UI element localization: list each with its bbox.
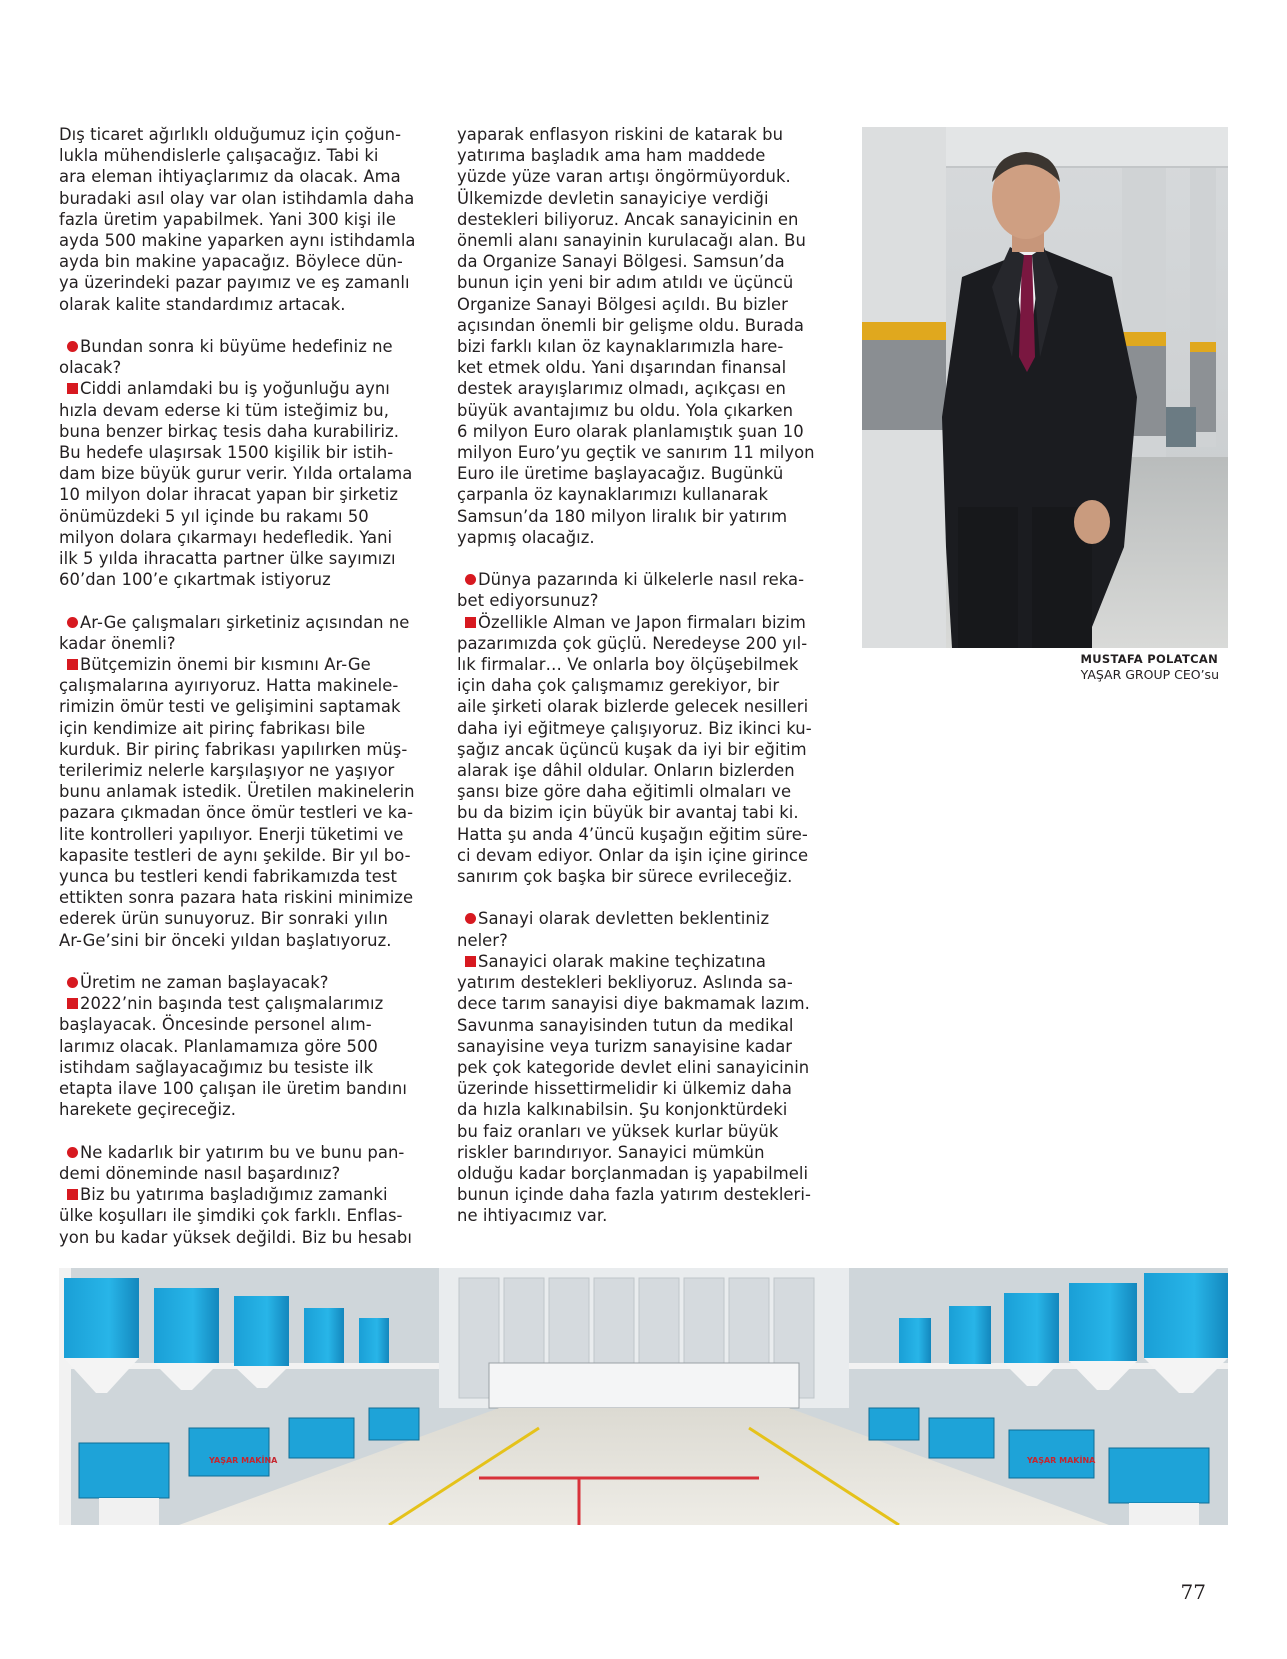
answer-paragraph <box>59 1184 439 1248</box>
text-line: Hatta şu anda 4’üncü kuşağın eğitim süre- <box>457 824 808 844</box>
factory-photo <box>59 1268 1228 1525</box>
factory-illustration <box>59 1268 1228 1525</box>
text-line: pek çok kategoride devlet elini sanayicinin <box>457 1057 810 1077</box>
text-line: ayda bin makine yapacağız. Böylece dün- <box>59 252 403 272</box>
text-line: yatırım destekleri bekliyoruz. Aslında sa- <box>457 973 793 993</box>
text-line: riskler barındırıyor. Sanayici mümkün <box>457 1142 765 1162</box>
question-paragraph <box>457 569 840 611</box>
text-line: Dünya pazarında ki ülkelerle nasıl reka- <box>457 569 840 590</box>
text-line: Üretim ne zaman başlayacak? <box>59 972 439 993</box>
answer-paragraph <box>59 378 439 590</box>
text-line: ya üzerindeki pazar payımız ve eş zamanlı <box>59 273 410 293</box>
portrait-photo <box>862 127 1228 648</box>
text-line: Sanayi olarak devletten beklentiniz <box>457 908 840 929</box>
text-line: olarak kalite standardımız artacak. <box>59 294 346 314</box>
text-paragraph <box>59 124 439 315</box>
text-line: ederek ürün sunuyoruz. Bir sonraki yılın <box>59 909 388 929</box>
text-line: yon bu kadar yüksek değildi. Biz bu hesabı <box>59 1227 412 1247</box>
text-line: olacak? <box>59 358 122 378</box>
text-line: ilk 5 yılda ihracatta partner ülke sayımızı <box>59 549 396 569</box>
question-paragraph <box>59 1142 439 1184</box>
text-line: dam bize büyük gurur verir. Yılda ortalama <box>59 464 413 484</box>
text-line: önemli alanı sanayinin kurulacağı alan. Bu <box>457 231 806 251</box>
text-line: bu faiz oranları ve yüksek kurlar büyük <box>457 1121 779 1141</box>
text-line: Ülkemizde devletin sanayiciye verdiği <box>457 188 769 208</box>
text-line: çarpanla öz kaynaklarımızı kullanarak <box>457 485 769 505</box>
text-line: için kendimize ait pirinç fabrikası bile <box>59 718 366 738</box>
text-line: büyük avantajımız bu oldu. Yola çıkarken <box>457 400 794 420</box>
text-line: Sanayici olarak makine teçhizatına <box>457 951 840 972</box>
text-line: alarak işe dâhil oldular. Onların bizlerden <box>457 761 795 781</box>
text-line: yunca bu testleri kendi fabrikamızda test <box>59 867 397 887</box>
text-line: sanırım çok başka bir sürece evrileceğiz. <box>457 867 793 887</box>
answer-paragraph <box>457 951 840 1227</box>
text-line: hızla devam ederse ki tüm isteğimiz bu, <box>59 400 390 420</box>
article-column-1 <box>59 124 439 1269</box>
text-line: pazarımızda çok güçlü. Neredeyse 200 yıl- <box>457 633 808 653</box>
text-line: Samsun’da 180 milyon liralık bir yatırım <box>457 506 788 526</box>
text-line: ayda 500 makine yaparken aynı istihdamla <box>59 231 416 251</box>
question-paragraph <box>59 612 439 654</box>
question-paragraph <box>59 336 439 378</box>
text-line: Ar-Ge çalışmaları şirketiniz açısından ne <box>59 612 439 633</box>
text-line: yaparak enflasyon riskini de katarak bu <box>457 125 784 144</box>
text-line: kurduk. Bir pirinç fabrikası yapılırken müş- <box>59 739 408 759</box>
photo-caption-role: YAŞAR GROUP CEO’su <box>1080 667 1219 682</box>
text-line: Bu hedefe ulaşırsak 1500 kişilik bir istih- <box>59 443 394 463</box>
text-line: bet ediyorsunuz? <box>457 591 599 611</box>
text-line: başlayacak. Öncesinde personel alım- <box>59 1015 372 1035</box>
text-line: destek arayışlarımız olmadı, açıkçası en <box>457 379 786 399</box>
text-line: yüzde yüze varan artışı öngörmüyorduk. <box>457 167 791 187</box>
portrait-illustration <box>862 127 1228 648</box>
text-line: olduğu kadar borçlanmadan iş yapabilmeli <box>457 1163 809 1183</box>
text-line: ci devam ediyor. Onlar da işin içine girince <box>457 845 809 865</box>
text-line: larımız olacak. Planlamamıza göre 500 <box>59 1036 378 1056</box>
text-line: Bundan sonra ki büyüme hedefiniz ne <box>59 336 439 357</box>
machine-label-right: YAŞAR MAKİNA <box>1027 1456 1096 1465</box>
text-line: 10 milyon dolar ihracat yapan bir şirketiz <box>59 485 399 505</box>
text-line: daha iyi eğitmeye çalışıyoruz. Biz ikinci ku- <box>457 718 812 738</box>
text-line: dece tarım sanayisi diye bakmamak lazım. <box>457 994 810 1014</box>
question-paragraph <box>59 972 439 993</box>
text-line: sanayisine veya turizm sanayisine kadar <box>457 1036 793 1056</box>
text-line: Organize Sanayi Bölgesi açıldı. Bu bizler <box>457 294 788 314</box>
page-number: 77 <box>1180 1580 1206 1604</box>
machine-label-left: YAŞAR MAKİNA <box>209 1456 278 1465</box>
photo-caption-name: MUSTAFA POLATCAN <box>1080 652 1218 666</box>
text-line: ket etmek oldu. Yani dışarından finansal <box>457 358 787 378</box>
text-line: önümüzdeki 5 yıl içinde bu rakamı 50 <box>59 506 369 526</box>
text-line: pazara çıkmadan önce ömür testleri ve ka- <box>59 803 414 823</box>
text-line: ne ihtiyacımız var. <box>457 1206 608 1226</box>
text-line: Bütçemizin önemi bir kısmını Ar-Ge <box>59 654 439 675</box>
text-line: destekleri biliyoruz. Ancak sanayicinin en <box>457 209 799 229</box>
text-line: rimizin ömür testi ve gelişimini saptamak <box>59 697 401 717</box>
text-line: üzerinde hissettirmelidir ki ülkemiz daha <box>457 1079 792 1099</box>
text-line: fazla üretim yapabilmek. Yani 300 kişi ile <box>59 209 396 229</box>
text-line: lık firmalar… Ve onlarla boy ölçüşebilmek <box>457 655 799 675</box>
text-line: milyon Euro’yu geçtik ve sanırım 11 milyon <box>457 443 815 463</box>
answer-paragraph <box>457 612 840 888</box>
text-line: 2022’nin başında test çalışmalarımız <box>59 993 439 1014</box>
text-line: Savunma sanayisinden tutun da medikal <box>457 1015 794 1035</box>
text-line: terilerimiz nelerle karşılaşıyor ne yaşıyor <box>59 761 395 781</box>
text-line: da Organize Sanayi Bölgesi. Samsun’da <box>457 252 785 272</box>
question-paragraph <box>457 908 840 950</box>
text-line: kadar önemli? <box>59 633 176 653</box>
text-line: ara eleman ihtiyaçlarımız da olacak. Ama <box>59 167 401 187</box>
text-line: bunun için yeni bir adım atıldı ve üçüncü <box>457 273 794 293</box>
text-line: lukla mühendislerle çalışacağız. Tabi ki <box>59 146 379 166</box>
text-line: Euro ile üretime başlayacağız. Bugünkü <box>457 464 784 484</box>
text-line: demi döneminde nasıl başardınız? <box>59 1163 341 1183</box>
text-paragraph <box>457 124 840 548</box>
text-line: Özellikle Alman ve Japon firmaları bizim <box>457 612 840 633</box>
text-line: aile şirketi olarak bizlerde gelecek nesilleri <box>457 697 809 717</box>
text-line: açısından önemli bir gelişme oldu. Burada <box>457 315 804 335</box>
text-line: şağız ancak üçüncü kuşak da iyi bir eğitim <box>457 739 807 759</box>
text-line: 60’dan 100’e çıkartmak istiyoruz <box>59 570 331 590</box>
text-line: çalışmalarına ayırıyoruz. Hatta makinele- <box>59 676 399 696</box>
text-line: yatırıma başladık ama ham maddede <box>457 146 766 166</box>
text-line: Biz bu yatırıma başladığımız zamanki <box>59 1184 439 1205</box>
text-line: bizi farklı kılan öz kaynaklarımızla hare- <box>457 337 784 357</box>
text-line: buradaki asıl olay var olan istihdamla daha <box>59 188 415 208</box>
text-line: bu da bizim için büyük bir avantaj tabi ki. <box>457 803 799 823</box>
text-line: Ciddi anlamdaki bu iş yoğunluğu aynı <box>59 378 439 399</box>
text-line: etapta ilave 100 çalışan ile üretim bandını <box>59 1079 407 1099</box>
text-line: 6 milyon Euro olarak planlamıştık şuan 10 <box>457 421 804 441</box>
text-line: kapasite testleri de aynı şekilde. Bir yıl bo- <box>59 845 411 865</box>
text-line: istihdam sağlayacağımız bu tesiste ilk <box>59 1057 374 1077</box>
text-line: yapmış olacağız. <box>457 527 595 547</box>
text-line: Ar-Ge’sini bir önceki yıldan başlatıyoruz. <box>59 930 392 950</box>
text-line: buna benzer birkaç tesis daha kurabiliriz. <box>59 421 399 441</box>
text-line: Dış ticaret ağırlıklı olduğumuz için çoğun- <box>59 125 402 144</box>
text-line: Ne kadarlık bir yatırım bu ve bunu pan- <box>59 1142 439 1163</box>
text-line: ülke koşulları ile şimdiki çok farklı. Enflas- <box>59 1206 403 1226</box>
text-line: milyon dolara çıkarmayı hedefledik. Yani <box>59 527 393 547</box>
text-line: bunu anlamak istedik. Üretilen makinelerin <box>59 782 415 802</box>
article-column-2 <box>457 124 840 1248</box>
text-line: şansı bize göre daha eğitimli olmaları ve <box>457 782 792 802</box>
text-line: harekete geçireceğiz. <box>59 1100 237 1120</box>
text-line: için daha çok çalışmamız gerekiyor, bir <box>457 676 780 696</box>
text-line: bunun içinde daha fazla yatırım destekleri- <box>457 1185 811 1205</box>
text-line: lite kontrolleri yapılıyor. Enerji tüketimi ve <box>59 824 404 844</box>
text-line: neler? <box>457 930 508 950</box>
text-line: da hızla kalkınabilsin. Şu konjonktürdeki <box>457 1100 788 1120</box>
answer-paragraph <box>59 993 439 1120</box>
answer-paragraph <box>59 654 439 951</box>
text-line: ettikten sonra pazara hata riskini minimize <box>59 888 414 908</box>
